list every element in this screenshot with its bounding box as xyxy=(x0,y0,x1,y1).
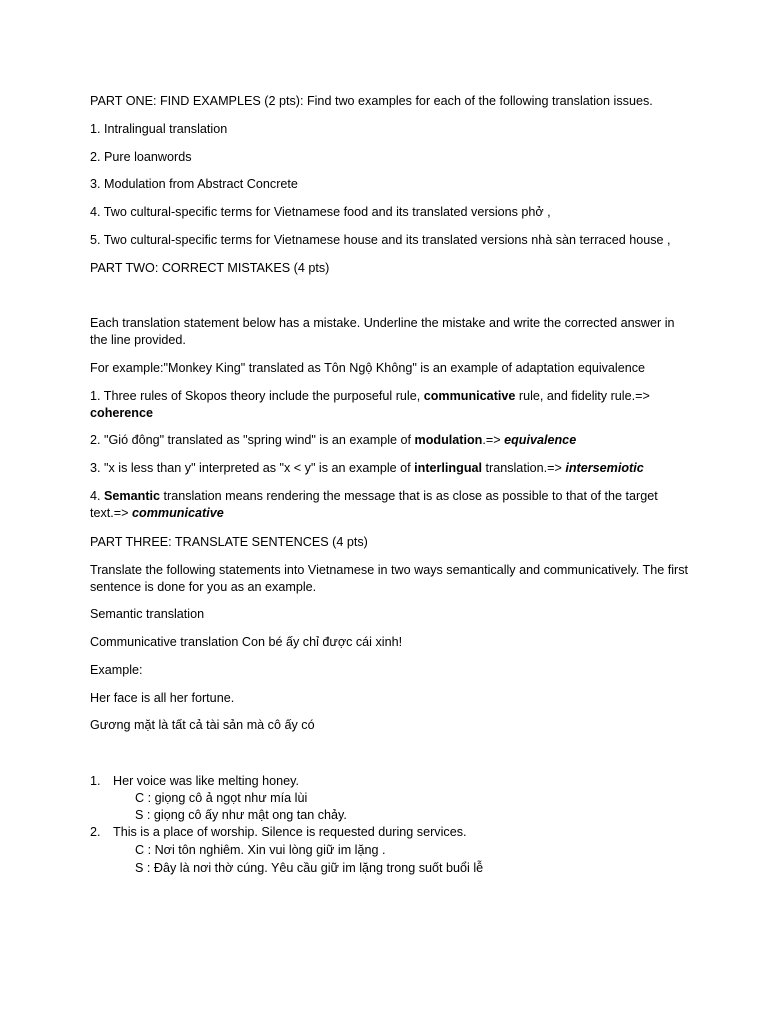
question-4-answer: communicative xyxy=(132,505,224,520)
question-1-answer: coherence xyxy=(90,405,153,420)
exercise-2-communicative: C : Nơi tôn nghiêm. Xin vui lòng giữ im lặng . xyxy=(135,843,386,857)
question-2-answer: equivalence xyxy=(504,433,577,447)
question-3-text: 3. "x is less than y" interpreted as "x < y" is an example of xyxy=(90,461,415,475)
question-1-text-after: rule, and fidelity rule.=> xyxy=(515,389,650,403)
question-1-text: 1. Three rules of Skopos theory include the purposeful rule, xyxy=(90,389,424,403)
example-sentence: Her face is all her fortune. xyxy=(90,691,235,705)
question-2-text-after: .=> xyxy=(482,433,505,447)
exercise-1-communicative: C : giọng cô ả ngọt như mía lùi xyxy=(135,791,308,805)
question-2-mistake: modulation xyxy=(414,433,483,447)
exercise-2-number: 2. xyxy=(90,825,101,839)
question-3-mistake: interlingual xyxy=(414,461,483,475)
question-2 xyxy=(90,432,576,449)
question-3-answer: intersemiotic xyxy=(565,461,644,475)
question-4-mistake: Semantic xyxy=(104,489,161,503)
question-1 xyxy=(90,388,690,421)
question-1-mistake: communicative xyxy=(423,389,516,403)
part-two-instruction: Each translation statement below has a mistake. Underline the mistake and write the corrected answer in the line provided. xyxy=(90,316,675,347)
example-translation: Gương mặt là tất cả tài sản mà cô ấy có xyxy=(90,718,315,732)
part-three-instruction: Translate the following statements into Vietnamese in two ways semantically and communicatively. The first sentence is done for you as an example. xyxy=(90,563,689,594)
question-3 xyxy=(90,460,644,477)
exercise-1-semantic: S : giọng cô ấy như mật ong tan chảy. xyxy=(135,808,347,822)
example-label: Example: xyxy=(90,663,143,677)
question-2-text: 2. "Gió đông" translated as "spring wind" is an example of xyxy=(90,433,415,447)
part-two-heading: PART TWO: CORRECT MISTAKES (4 pts) xyxy=(90,261,330,275)
exercise-1-number: 1. xyxy=(90,774,101,788)
part-three-heading: PART THREE: TRANSLATE SENTENCES (4 pts) xyxy=(90,535,368,549)
exercise-1-sentence: Her voice was like melting honey. xyxy=(113,774,299,788)
part-one-item-1: 1. Intralingual translation xyxy=(90,122,228,136)
part-one-item-4: 4. Two cultural-specific terms for Vietnamese food and its translated versions phở , xyxy=(90,205,551,219)
communicative-label: Communicative translation Con bé ấy chỉ được cái xinh! xyxy=(90,635,403,649)
question-4-text-after: translation means rendering the message that is as close as possible to that of the target text.=> xyxy=(90,489,658,520)
question-4 xyxy=(90,488,690,521)
question-4-text: 4. xyxy=(90,489,105,503)
part-one-item-2: 2. Pure loanwords xyxy=(90,150,192,164)
question-3-text-after: translation.=> xyxy=(482,461,566,475)
part-one-item-3: 3. Modulation from Abstract Concrete xyxy=(90,177,298,191)
semantic-label: Semantic translation xyxy=(90,607,205,621)
exercise-2-semantic: S : Đây là nơi thờ cúng. Yêu cầu giữ im lặng trong suốt buổi lễ xyxy=(135,861,484,875)
part-one-item-5: 5. Two cultural-specific terms for Vietnamese house and its translated versions nhà sàn terraced house , xyxy=(90,233,671,247)
part-one-heading: PART ONE: FIND EXAMPLES (2 pts): Find two examples for each of the following translation issues. xyxy=(90,94,653,108)
exercise-2-sentence: This is a place of worship. Silence is requested during services. xyxy=(113,825,467,839)
part-two-example: For example:"Monkey King" translated as Tôn Ngộ Không" is an example of adaptation equivalence xyxy=(90,361,646,375)
